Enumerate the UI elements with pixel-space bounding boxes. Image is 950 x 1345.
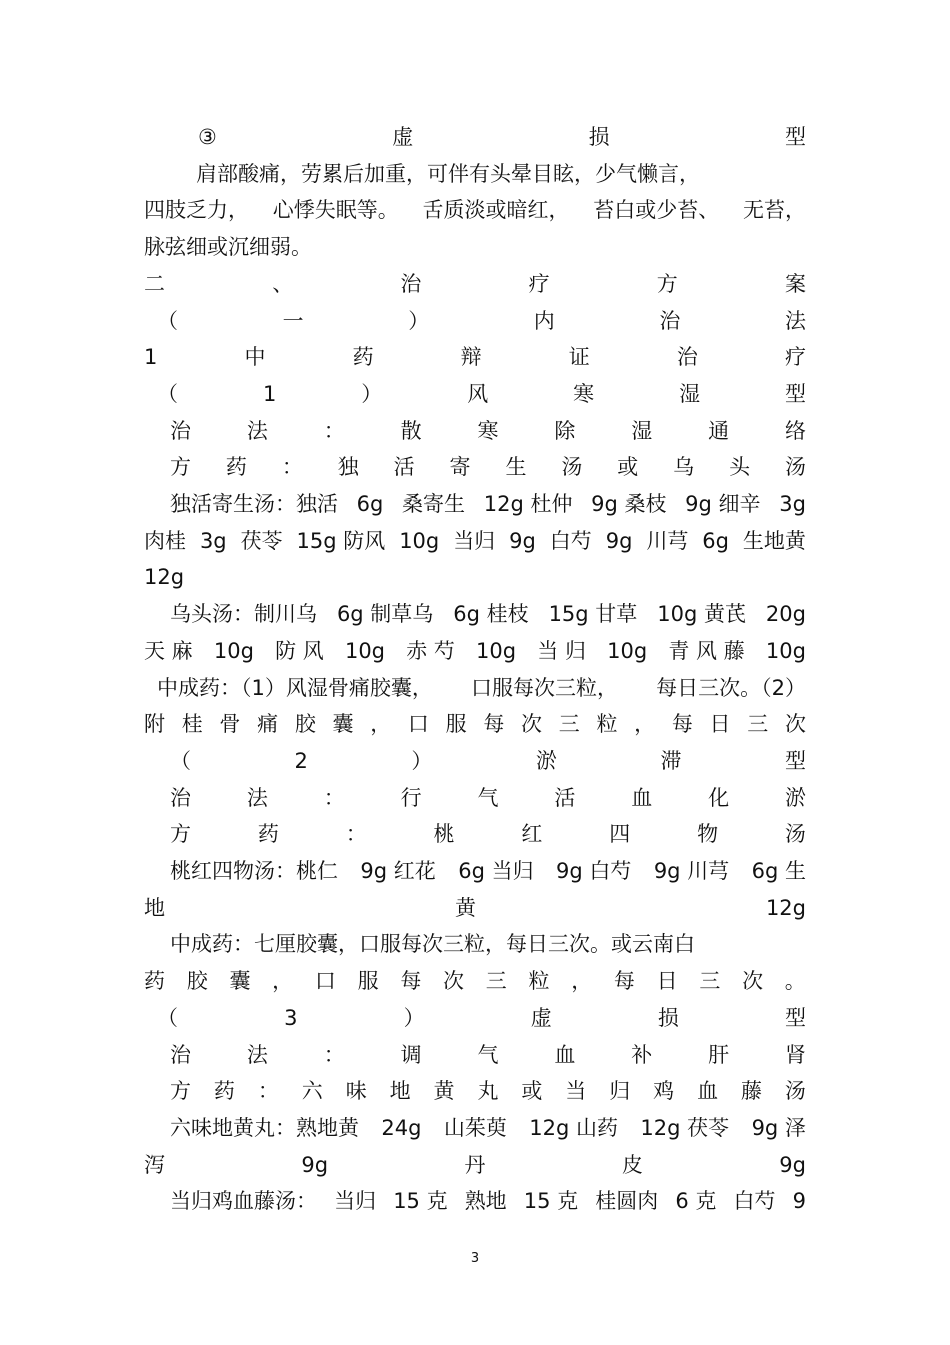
text-token: 皮 xyxy=(621,1152,643,1177)
text-token: 12g 茯苓 xyxy=(640,1115,730,1140)
text-line xyxy=(170,783,806,813)
text-token: 通 xyxy=(708,418,730,443)
text-token: 肩部酸痛，劳累后加重，可伴有头晕目眩，少气懒言， xyxy=(196,161,700,186)
text-token: 口服每次三粒， xyxy=(471,675,618,700)
text-token: 6g xyxy=(356,492,384,516)
text-token: 气 xyxy=(477,1042,499,1067)
text-token: 每 xyxy=(483,712,505,737)
text-token: 法 xyxy=(246,418,268,443)
text-token: 白芍 xyxy=(549,528,592,553)
text-token: 疗 xyxy=(528,271,550,296)
text-token: 汤 xyxy=(784,1079,806,1104)
text-token: 药 xyxy=(257,822,279,847)
text-token: 肉桂 xyxy=(144,528,186,553)
text-token: ： xyxy=(345,822,367,847)
text-line xyxy=(144,1150,806,1180)
text-token: 三 xyxy=(747,712,769,737)
text-token: 案 xyxy=(784,271,806,296)
text-token: 9g xyxy=(509,528,536,553)
text-line xyxy=(144,232,806,262)
text-token: 当归鸡血藤汤： xyxy=(170,1189,317,1214)
text-token: 3 xyxy=(284,1005,298,1030)
text-line xyxy=(144,636,806,666)
text-token: 丸 xyxy=(477,1079,499,1104)
text-token: 每 xyxy=(671,712,693,737)
text-line xyxy=(144,342,806,372)
text-line xyxy=(157,1003,806,1033)
text-token: 次 xyxy=(443,969,465,994)
text-token: 10g xyxy=(399,528,440,553)
text-token: 口 xyxy=(314,969,336,994)
text-token: 10g xyxy=(344,638,386,663)
text-token: 青 风 藤 xyxy=(668,638,745,663)
text-token: 行 xyxy=(400,785,422,810)
text-token: 6g xyxy=(702,528,729,553)
text-token: 9g 桑枝 xyxy=(591,492,667,516)
text-line xyxy=(170,929,806,959)
text-token: 虚 xyxy=(392,125,414,149)
text-token: 药 xyxy=(352,345,374,370)
text-token: 囊 xyxy=(229,969,251,994)
text-token: 三 xyxy=(485,969,507,994)
text-token: 治 xyxy=(400,271,422,296)
text-token: 生 xyxy=(505,455,527,480)
text-token: 四肢乏力， xyxy=(144,198,249,223)
text-line xyxy=(196,159,806,189)
text-token: 1 xyxy=(262,381,277,406)
text-token: 当 归 xyxy=(537,638,586,663)
text-token: 9g 白芍 xyxy=(556,859,632,883)
text-line xyxy=(170,489,806,519)
text-token: 淤 xyxy=(785,785,806,810)
text-line xyxy=(144,562,806,592)
text-token: 10g xyxy=(765,638,806,663)
text-token: 地 xyxy=(389,1079,411,1104)
text-token: 乌 xyxy=(673,455,695,480)
text-token: ③ xyxy=(198,125,217,149)
text-token: 二 xyxy=(144,271,165,296)
text-token: 9g xyxy=(301,1152,329,1177)
text-token: 山茱萸 xyxy=(443,1115,507,1140)
text-token: 9g 泽 xyxy=(751,1115,806,1140)
text-token: 桂 xyxy=(181,712,203,737)
text-token: 红 xyxy=(521,822,543,847)
text-token: 1 xyxy=(144,345,158,370)
text-token: 24g xyxy=(381,1115,422,1140)
text-token: ， xyxy=(370,712,392,737)
text-token: 四 xyxy=(609,822,631,847)
text-token: 疗 xyxy=(784,345,806,370)
text-token: 泻 xyxy=(144,1152,165,1177)
text-token: 10g xyxy=(476,638,517,663)
text-token: 川芎 xyxy=(646,528,689,553)
text-line xyxy=(157,379,806,409)
text-token: 6g 桂枝 xyxy=(453,602,529,627)
text-token: 9g xyxy=(779,1152,806,1177)
text-token: 药 xyxy=(144,969,165,994)
text-token: 气 xyxy=(477,785,499,810)
text-token: 中成药：七厘胶囊，口服每次三粒，每日三次。或云南白 xyxy=(170,932,695,957)
text-token: 10g 黄芪 xyxy=(657,602,746,627)
text-token: 15g 甘草 xyxy=(548,602,638,627)
text-token: 方 xyxy=(656,271,678,296)
text-token: 次 xyxy=(521,712,543,737)
text-token: 服 xyxy=(445,712,467,737)
text-token: 型 xyxy=(785,1005,806,1030)
text-token: 。 xyxy=(784,969,806,994)
text-token: 6g 当归 xyxy=(458,859,534,883)
text-token: 黄 xyxy=(454,895,476,920)
text-token: ） xyxy=(408,308,430,333)
text-token: 苔白或少苔、 xyxy=(593,198,720,223)
text-token: 口 xyxy=(407,712,429,737)
text-token: 6g 生 xyxy=(751,859,806,883)
text-token: 赤 芍 xyxy=(406,638,455,663)
text-token: 地 xyxy=(144,895,165,920)
text-token: 天 麻 xyxy=(144,638,193,663)
text-line xyxy=(144,195,806,225)
text-line xyxy=(170,1040,806,1070)
text-token: 6g 制草乌 xyxy=(336,602,434,627)
text-line xyxy=(144,966,806,996)
text-line xyxy=(157,673,806,703)
text-token: 法 xyxy=(784,308,806,333)
text-token: 粒 xyxy=(596,712,618,737)
text-token: 骨 xyxy=(219,712,241,737)
text-token: 每 xyxy=(613,969,635,994)
text-token: 9g 细辛 xyxy=(685,492,761,516)
text-line xyxy=(157,306,806,336)
text-token: 日 xyxy=(709,712,731,737)
text-token: 络 xyxy=(785,418,806,443)
text-token: 药 xyxy=(213,1079,235,1104)
text-token: 型 xyxy=(784,748,806,773)
text-token: 6 克 xyxy=(675,1189,717,1214)
text-token: 一 xyxy=(282,308,304,333)
text-token: 12g xyxy=(765,895,806,920)
text-token: 桃红四物汤：桃仁 xyxy=(170,859,338,883)
text-token: ） xyxy=(403,1005,425,1030)
text-line xyxy=(170,1076,806,1106)
text-token: 12g xyxy=(144,565,185,590)
text-token: 胶 xyxy=(186,969,208,994)
text-token: 血 xyxy=(554,1042,576,1067)
text-token: 中成药：（1）风湿骨痛胶囊， xyxy=(157,675,433,700)
text-token: 法 xyxy=(246,1042,268,1067)
text-token: 寒 xyxy=(477,418,499,443)
text-token: 3g xyxy=(199,528,227,553)
text-token: （ xyxy=(157,1005,178,1030)
text-token: ： xyxy=(281,455,303,480)
text-token: 3g xyxy=(779,492,806,516)
text-token: 20g xyxy=(765,602,806,627)
text-token: 活 xyxy=(393,455,415,480)
text-token: ： xyxy=(323,785,345,810)
text-token: 风 xyxy=(467,381,489,406)
text-token: 中 xyxy=(244,345,266,370)
text-token: 当归 xyxy=(453,528,496,553)
text-token: 虚 xyxy=(530,1005,552,1030)
text-token: 生地黄 xyxy=(742,528,806,553)
text-line xyxy=(144,526,806,556)
text-token: 当归 xyxy=(334,1189,377,1214)
text-token: 12g 杜仲 xyxy=(483,492,573,516)
text-token: 除 xyxy=(554,418,576,443)
text-token: 六 xyxy=(301,1079,323,1104)
text-line xyxy=(144,893,806,923)
text-token: 15 克 xyxy=(523,1189,579,1214)
text-token: 丹 xyxy=(464,1152,486,1177)
text-token: 桑寄生 xyxy=(402,492,466,516)
text-token: 12g 山药 xyxy=(529,1115,619,1140)
text-line xyxy=(170,452,806,482)
text-line xyxy=(170,819,806,849)
text-line xyxy=(170,1186,806,1216)
text-line xyxy=(144,709,806,739)
text-token: 囊 xyxy=(332,712,354,737)
text-token: 当 xyxy=(565,1079,587,1104)
text-token: 证 xyxy=(568,345,590,370)
text-token: 次 xyxy=(784,712,806,737)
text-token: 血 xyxy=(631,785,653,810)
text-token: 9g 川芎 xyxy=(653,859,730,883)
text-line xyxy=(170,746,806,776)
text-token: 日 xyxy=(656,969,678,994)
text-token: 治 xyxy=(170,418,191,443)
text-token: 方 xyxy=(170,1079,191,1104)
text-token: 调 xyxy=(400,1042,422,1067)
text-token: 、 xyxy=(272,271,294,296)
text-token: 散 xyxy=(400,418,422,443)
text-token: 血 xyxy=(697,1079,719,1104)
text-token: 治 xyxy=(676,345,698,370)
text-token: 附 xyxy=(144,712,165,737)
text-token: 粒 xyxy=(528,969,550,994)
text-token: 辩 xyxy=(460,345,482,370)
text-token: 汤 xyxy=(784,455,806,480)
text-token: 物 xyxy=(697,822,719,847)
text-token: 治 xyxy=(170,785,191,810)
text-token: ， xyxy=(571,969,593,994)
text-token: 型 xyxy=(785,125,806,149)
text-token: ： xyxy=(323,418,345,443)
text-token: 方 xyxy=(170,455,191,480)
text-token: 脉弦细或沉细弱。 xyxy=(144,235,312,260)
text-token: 损 xyxy=(657,1005,679,1030)
text-token: 肾 xyxy=(785,1042,806,1067)
text-token: （ xyxy=(157,308,178,333)
text-token: 湿 xyxy=(631,418,653,443)
text-token: 舌质淡或暗红， xyxy=(422,198,570,223)
text-token: ） xyxy=(411,748,433,773)
text-token: 法 xyxy=(246,785,268,810)
text-token: 每日三次。（2） xyxy=(656,675,806,700)
text-token: 白芍 xyxy=(733,1189,776,1214)
text-line xyxy=(170,856,806,886)
page-number: 3 xyxy=(470,1251,480,1266)
text-line xyxy=(170,599,806,629)
text-token: 独活寄生汤：独活 xyxy=(170,492,338,516)
text-token: 味 xyxy=(345,1079,367,1104)
text-token: 淤 xyxy=(535,748,557,773)
text-token: 2 xyxy=(294,748,308,773)
text-token: 治 xyxy=(170,1042,191,1067)
text-token: 无苔， xyxy=(743,198,806,223)
text-token: ， xyxy=(272,969,294,994)
text-token: ： xyxy=(323,1042,345,1067)
text-line xyxy=(170,1113,806,1143)
text-token: 藤 xyxy=(740,1079,762,1104)
text-token: 9g 红花 xyxy=(360,859,436,883)
text-token: 服 xyxy=(357,969,379,994)
text-token: （ xyxy=(170,748,191,773)
text-token: 六味地黄丸：熟地黄 xyxy=(170,1115,359,1140)
text-token: 10g xyxy=(213,638,254,663)
text-token: 独 xyxy=(337,455,359,480)
text-token: 三 xyxy=(558,712,580,737)
text-token: 9g xyxy=(605,528,633,553)
text-token: 茯苓 xyxy=(240,528,283,553)
text-token: （ xyxy=(157,381,178,406)
text-token: 痛 xyxy=(257,712,279,737)
text-token: 15g 防风 xyxy=(296,528,386,553)
text-token: 方 xyxy=(170,822,191,847)
text-token: 乌头汤：制川乌 xyxy=(170,602,317,627)
text-token: 化 xyxy=(708,785,730,810)
text-line xyxy=(144,269,806,299)
text-token: 汤 xyxy=(784,822,806,847)
text-token: 或 xyxy=(617,455,639,480)
text-token: 内 xyxy=(533,308,555,333)
text-token: 补 xyxy=(631,1042,653,1067)
text-token: 桃 xyxy=(433,822,455,847)
text-token: 次 xyxy=(742,969,764,994)
text-token: 湿 xyxy=(679,381,701,406)
text-token: 药 xyxy=(225,455,247,480)
text-token: 鸡 xyxy=(653,1079,675,1104)
text-token: 熟地 xyxy=(464,1189,507,1214)
text-token: 9 xyxy=(792,1189,806,1214)
text-line xyxy=(198,122,806,152)
text-token: 活 xyxy=(554,785,576,810)
text-token: 三 xyxy=(699,969,721,994)
text-token: 心悸失眠等。 xyxy=(272,198,399,223)
text-token: 型 xyxy=(785,381,806,406)
text-token: 滞 xyxy=(660,748,682,773)
text-token: 防 风 xyxy=(275,638,324,663)
text-token: 归 xyxy=(609,1079,631,1104)
text-token: 胶 xyxy=(294,712,316,737)
text-line xyxy=(170,416,806,446)
text-token: 或 xyxy=(521,1079,543,1104)
text-token: 10g xyxy=(607,638,648,663)
text-token: 15 克 xyxy=(393,1189,448,1214)
text-token: 寄 xyxy=(449,455,471,480)
text-token: 头 xyxy=(729,455,751,480)
text-token: 黄 xyxy=(433,1079,455,1104)
text-token: ） xyxy=(361,381,383,406)
text-token: 每 xyxy=(400,969,422,994)
text-token: 肝 xyxy=(708,1042,730,1067)
text-token: 汤 xyxy=(561,455,583,480)
text-token: 治 xyxy=(659,308,681,333)
text-token: 损 xyxy=(588,125,610,149)
text-token: ： xyxy=(257,1079,279,1104)
text-token: 寒 xyxy=(573,381,595,406)
text-token: ， xyxy=(634,712,656,737)
text-token: 桂圆肉 xyxy=(595,1189,659,1214)
